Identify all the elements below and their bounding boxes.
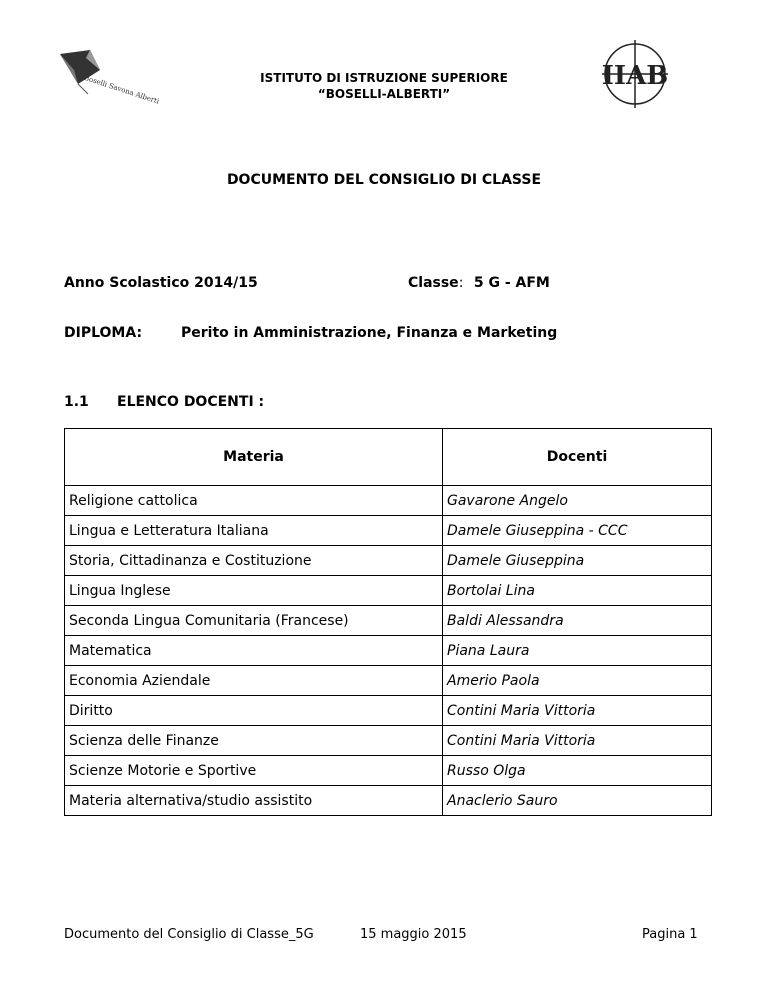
materia-cell: Religione cattolica bbox=[65, 486, 443, 516]
docente-cell: Anaclerio Sauro bbox=[443, 786, 712, 816]
materia-cell: Matematica bbox=[65, 636, 443, 666]
table-row bbox=[65, 666, 712, 696]
table-row bbox=[65, 576, 712, 606]
table-row bbox=[65, 546, 712, 576]
materia-cell: Scienze Motorie e Sportive bbox=[65, 756, 443, 786]
table-row bbox=[65, 696, 712, 726]
section-number: 1.1 bbox=[64, 394, 89, 410]
left-logo-text: Boselli Savona Alberti bbox=[83, 73, 161, 106]
table-row bbox=[65, 726, 712, 756]
docente-cell: Baldi Alessandra bbox=[443, 606, 712, 636]
materia-cell: Materia alternativa/studio assistito bbox=[65, 786, 443, 816]
docente-cell: Amerio Paola bbox=[443, 666, 712, 696]
header-docenti: Docenti bbox=[443, 429, 712, 486]
docente-cell: Piana Laura bbox=[443, 636, 712, 666]
docente-cell: Contini Maria Vittoria bbox=[443, 696, 712, 726]
footer-page-number: Pagina 1 bbox=[642, 927, 698, 942]
footer-document-name: Documento del Consiglio di Classe_5G bbox=[64, 927, 314, 942]
school-logo-kite bbox=[56, 48, 178, 106]
docente-cell: Damele Giuseppina - CCC bbox=[443, 516, 712, 546]
docente-cell: Gavarone Angelo bbox=[443, 486, 712, 516]
anno-scolastico: Anno Scolastico 2014/15 bbox=[64, 275, 258, 291]
institute-line-2: “BOSELLI-ALBERTI” bbox=[317, 87, 451, 101]
materia-cell: Economia Aziendale bbox=[65, 666, 443, 696]
school-logo-seal bbox=[600, 38, 670, 110]
materia-cell: Lingua e Letteratura Italiana bbox=[65, 516, 443, 546]
materia-cell: Scienza delle Finanze bbox=[65, 726, 443, 756]
diploma-label: DIPLOMA: bbox=[64, 325, 143, 341]
classe-row: Classe: 5 G - AFM bbox=[408, 275, 550, 291]
header-materia: Materia bbox=[65, 429, 443, 486]
table-header-row bbox=[65, 429, 712, 486]
document-title: DOCUMENTO DEL CONSIGLIO DI CLASSE bbox=[226, 172, 542, 188]
classe-value: 5 G - AFM bbox=[473, 275, 550, 291]
table-row bbox=[65, 756, 712, 786]
table-row bbox=[65, 786, 712, 816]
docente-cell: Damele Giuseppina bbox=[443, 546, 712, 576]
institute-name bbox=[180, 70, 588, 102]
footer-date: 15 maggio 2015 bbox=[360, 927, 467, 942]
materia-cell: Storia, Cittadinanza e Costituzione bbox=[65, 546, 443, 576]
classe-label: Classe bbox=[408, 275, 459, 291]
materia-cell: Diritto bbox=[65, 696, 443, 726]
docente-cell: Bortolai Lina bbox=[443, 576, 712, 606]
diploma-value: Perito in Amministrazione, Finanza e Marketing bbox=[181, 325, 558, 341]
table-row bbox=[65, 516, 712, 546]
materia-cell: Lingua Inglese bbox=[65, 576, 443, 606]
table-row bbox=[65, 606, 712, 636]
section-title: ELENCO DOCENTI : bbox=[117, 394, 265, 410]
docente-cell: Russo Olga bbox=[443, 756, 712, 786]
table-row bbox=[65, 486, 712, 516]
table-row bbox=[65, 636, 712, 666]
institute-line-1: ISTITUTO DI ISTRUZIONE SUPERIORE bbox=[260, 71, 508, 85]
docenti-table bbox=[64, 428, 711, 816]
materia-cell: Seconda Lingua Comunitaria (Francese) bbox=[65, 606, 443, 636]
right-logo-text: IIAB bbox=[601, 61, 669, 91]
docente-cell: Contini Maria Vittoria bbox=[443, 726, 712, 756]
